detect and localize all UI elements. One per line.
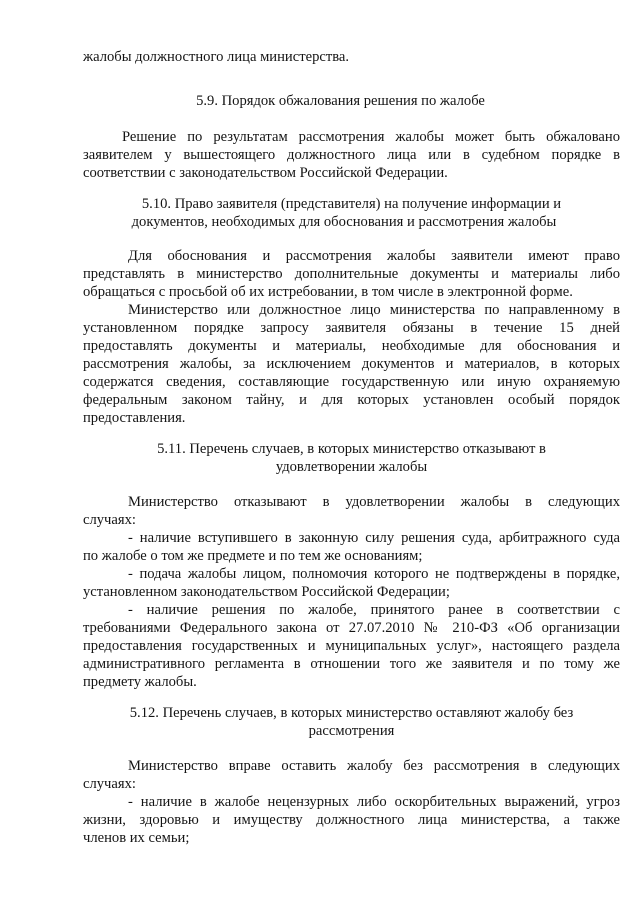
section-5-10-paragraph-line: Для обоснования и рассмотрения жалобы заявители имеют право	[128, 248, 620, 264]
section-5-9-heading: 5.9. Порядок обжалования решения по жалобе	[196, 93, 485, 109]
section-5-11-list-item: - наличие решения по жалобе, принятого ранее в соответствии с	[128, 602, 620, 618]
section-5-10-paragraph-line: предоставлять документы и материалы, необходимые для обоснования и	[83, 338, 620, 354]
section-5-11-list-item: по жалобе о том же предмете и по тем же основаниям;	[83, 548, 423, 564]
section-5-9-paragraph-line: заявителем у вышестоящего должностного лица или в судебном порядке в	[83, 147, 620, 163]
section-5-11-heading: удовлетворении жалобы	[275, 459, 428, 475]
section-5-12-paragraph-line: Министерство вправе оставить жалобу без рассмотрения в следующих	[128, 758, 620, 774]
section-5-10-heading: 5.10. Право заявителя (представителя) на получение информации и	[141, 196, 562, 212]
section-5-9-paragraph-line: Решение по результатам рассмотрения жалобы может быть обжаловано	[122, 129, 620, 145]
section-5-12-list-item: членов их семьи;	[83, 830, 190, 846]
section-5-10-paragraph-line: установленном порядке запросу заявителя обязаны в течение 15 дней	[83, 320, 620, 336]
section-5-12-list-item: жизни, здоровью и имуществу должностного лица министерства, а также	[83, 812, 620, 828]
section-5-10-paragraph-line: рассмотрения жалобы, за исключением документов и материалов, в которых	[83, 356, 620, 372]
section-5-9-paragraph-line: соответствии с законодательством Российской Федерации.	[83, 165, 448, 181]
section-5-11-paragraph-line: случаях:	[83, 512, 136, 528]
section-5-11-list-item: установленном законодательством Российской Федерации;	[83, 584, 450, 600]
continuation-line: жалобы должностного лица министерства.	[83, 49, 350, 65]
section-5-10-heading: документов, необходимых для обоснования и рассмотрения жалобы	[131, 214, 557, 230]
section-5-12-heading: 5.12. Перечень случаев, в которых министерство оставляют жалобу без	[129, 705, 574, 721]
section-5-11-list-item: - подача жалобы лицом, полномочия которого не подтверждены в порядке,	[128, 566, 620, 582]
section-5-10-paragraph-line: предоставления.	[83, 410, 186, 426]
section-5-12-heading: рассмотрения	[308, 723, 395, 739]
section-5-10-paragraph-line: представлять в министерство дополнительные документы и материалы либо	[83, 266, 620, 282]
section-5-11-paragraph-line: Министерство отказывают в удовлетворении жалобы в следующих	[128, 494, 620, 510]
section-5-10-paragraph-line: федеральным законом тайну, и для которых установлен особый порядок	[83, 392, 620, 408]
section-5-10-paragraph-line: обращаться с просьбой об их истребовании, в том числе в электронной форме.	[83, 284, 573, 300]
section-5-11-list-item: предмету жалобы.	[83, 674, 197, 690]
section-5-11-heading: 5.11. Перечень случаев, в которых министерство отказывают в	[157, 441, 546, 457]
section-5-10-paragraph-line: содержатся сведения, составляющие государственную или иную охраняемую	[83, 374, 620, 390]
section-5-12-paragraph-line: случаях:	[83, 776, 136, 792]
section-5-11-list-item: предоставления государственных и муниципальных услуг», настоящего раздела	[83, 638, 620, 654]
section-5-12-list-item: - наличие в жалобе нецензурных либо оскорбительных выражений, угроз	[128, 794, 620, 810]
section-5-11-list-item: требованиями Федерального закона от 27.07.2010 № 210-ФЗ «Об организации	[83, 620, 620, 636]
section-5-11-list-item: административного регламента в отношении того же заявителя и по тому же	[83, 656, 620, 672]
section-5-11-list-item: - наличие вступившего в законную силу решения суда, арбитражного суда	[128, 530, 620, 546]
section-5-10-paragraph-line: Министерство или должностное лицо министерства по направленному в	[128, 302, 620, 318]
